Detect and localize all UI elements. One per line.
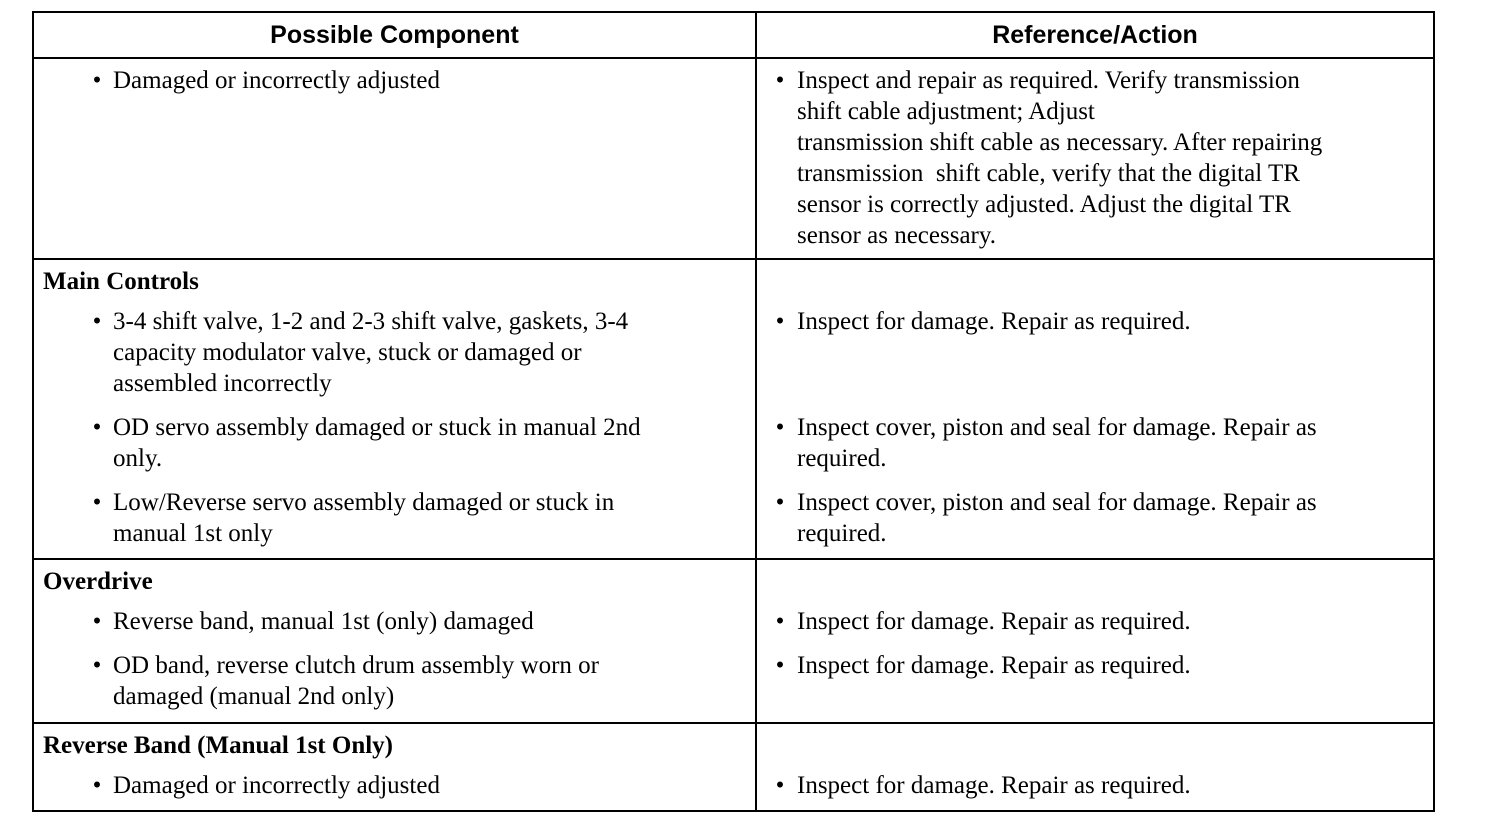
list-item bbox=[757, 606, 1433, 637]
list-item bbox=[34, 412, 755, 474]
component-text-line: damaged (manual 2nd only) bbox=[113, 683, 395, 710]
action-text-line: Inspect for damage. Repair as required. bbox=[797, 772, 1191, 799]
action-text-line: Inspect and repair as required. Verify transmission bbox=[797, 67, 1300, 94]
list-item bbox=[34, 650, 755, 712]
component-text-line: OD band, reverse clutch drum assembly worn or bbox=[113, 652, 599, 679]
list-item bbox=[757, 412, 1433, 474]
bullet: • bbox=[92, 652, 102, 679]
action-text-line: required. bbox=[797, 445, 887, 472]
component-text-line: OD servo assembly damaged or stuck in manual 2nd bbox=[113, 414, 641, 441]
table-row bbox=[33, 259, 1434, 559]
section-title: Main Controls bbox=[43, 268, 199, 295]
list-item bbox=[757, 65, 1433, 251]
bullet: • bbox=[92, 608, 102, 635]
action-text-line: Inspect for damage. Repair as required. bbox=[797, 308, 1191, 335]
bullet: • bbox=[775, 772, 785, 799]
diagnosis-table bbox=[32, 11, 1435, 812]
action-cell bbox=[756, 559, 1434, 723]
action-text-line: shift cable adjustment; Adjust bbox=[797, 98, 1095, 125]
bullet: • bbox=[775, 489, 785, 516]
bullet: • bbox=[92, 67, 102, 94]
list-item bbox=[757, 650, 1433, 681]
header-possible-component: Possible Component bbox=[33, 12, 756, 58]
action-text-line: required. bbox=[797, 520, 887, 547]
table-row bbox=[33, 58, 1434, 259]
component-text-line: assembled incorrectly bbox=[113, 370, 332, 397]
action-text-line: Inspect for damage. Repair as required. bbox=[797, 608, 1191, 635]
component-text-line: Reverse band, manual 1st (only) damaged bbox=[113, 608, 534, 635]
bullet: • bbox=[775, 414, 785, 441]
action-text-line: transmission shift cable as necessary. After repairing bbox=[797, 129, 1323, 156]
component-text-line: 3-4 shift valve, 1-2 and 2-3 shift valve, gaskets, 3-4 bbox=[113, 308, 629, 335]
action-text-line: Inspect cover, piston and seal for damage. Repair as bbox=[797, 489, 1317, 516]
action-text-line: transmission shift cable, verify that the digital TR bbox=[797, 160, 1300, 187]
action-text-line: sensor is correctly adjusted. Adjust the digital TR bbox=[797, 191, 1291, 218]
component-text-line: manual 1st only bbox=[113, 520, 273, 547]
list-item bbox=[34, 606, 755, 637]
bullet: • bbox=[92, 308, 102, 335]
component-cell bbox=[33, 259, 756, 559]
component-cell bbox=[33, 723, 756, 811]
bullet: • bbox=[92, 489, 102, 516]
component-cell bbox=[33, 58, 756, 259]
component-text-line: Damaged or incorrectly adjusted bbox=[113, 772, 440, 799]
action-cell bbox=[756, 58, 1434, 259]
table-row bbox=[33, 723, 1434, 811]
table-row bbox=[33, 559, 1434, 723]
action-text-line: Inspect for damage. Repair as required. bbox=[797, 652, 1191, 679]
action-text-line: sensor as necessary. bbox=[797, 222, 996, 249]
list-item bbox=[34, 306, 755, 399]
action-cell bbox=[756, 723, 1434, 811]
bullet: • bbox=[92, 772, 102, 799]
action-cell bbox=[756, 259, 1434, 559]
action-text-line: Inspect cover, piston and seal for damage. Repair as bbox=[797, 414, 1317, 441]
bullet: • bbox=[775, 67, 785, 94]
bullet: • bbox=[775, 308, 785, 335]
list-item bbox=[757, 770, 1433, 801]
component-cell bbox=[33, 559, 756, 723]
list-item bbox=[757, 487, 1433, 549]
list-item bbox=[34, 770, 755, 801]
component-text: Damaged or incorrectly adjusted bbox=[113, 67, 440, 94]
bullet: • bbox=[775, 652, 785, 679]
list-item bbox=[757, 306, 1433, 399]
header-row bbox=[33, 12, 1434, 58]
component-text-line: Low/Reverse servo assembly damaged or stuck in bbox=[113, 489, 615, 516]
section-title: Overdrive bbox=[43, 568, 153, 595]
section-title: Reverse Band (Manual 1st Only) bbox=[43, 732, 393, 759]
component-text-line: only. bbox=[113, 445, 163, 472]
header-reference-action: Reference/Action bbox=[756, 12, 1434, 58]
bullet: • bbox=[92, 414, 102, 441]
list-item bbox=[34, 487, 755, 549]
list-item bbox=[34, 65, 755, 96]
bullet: • bbox=[775, 608, 785, 635]
component-text-line: capacity modulator valve, stuck or damaged or bbox=[113, 339, 582, 366]
